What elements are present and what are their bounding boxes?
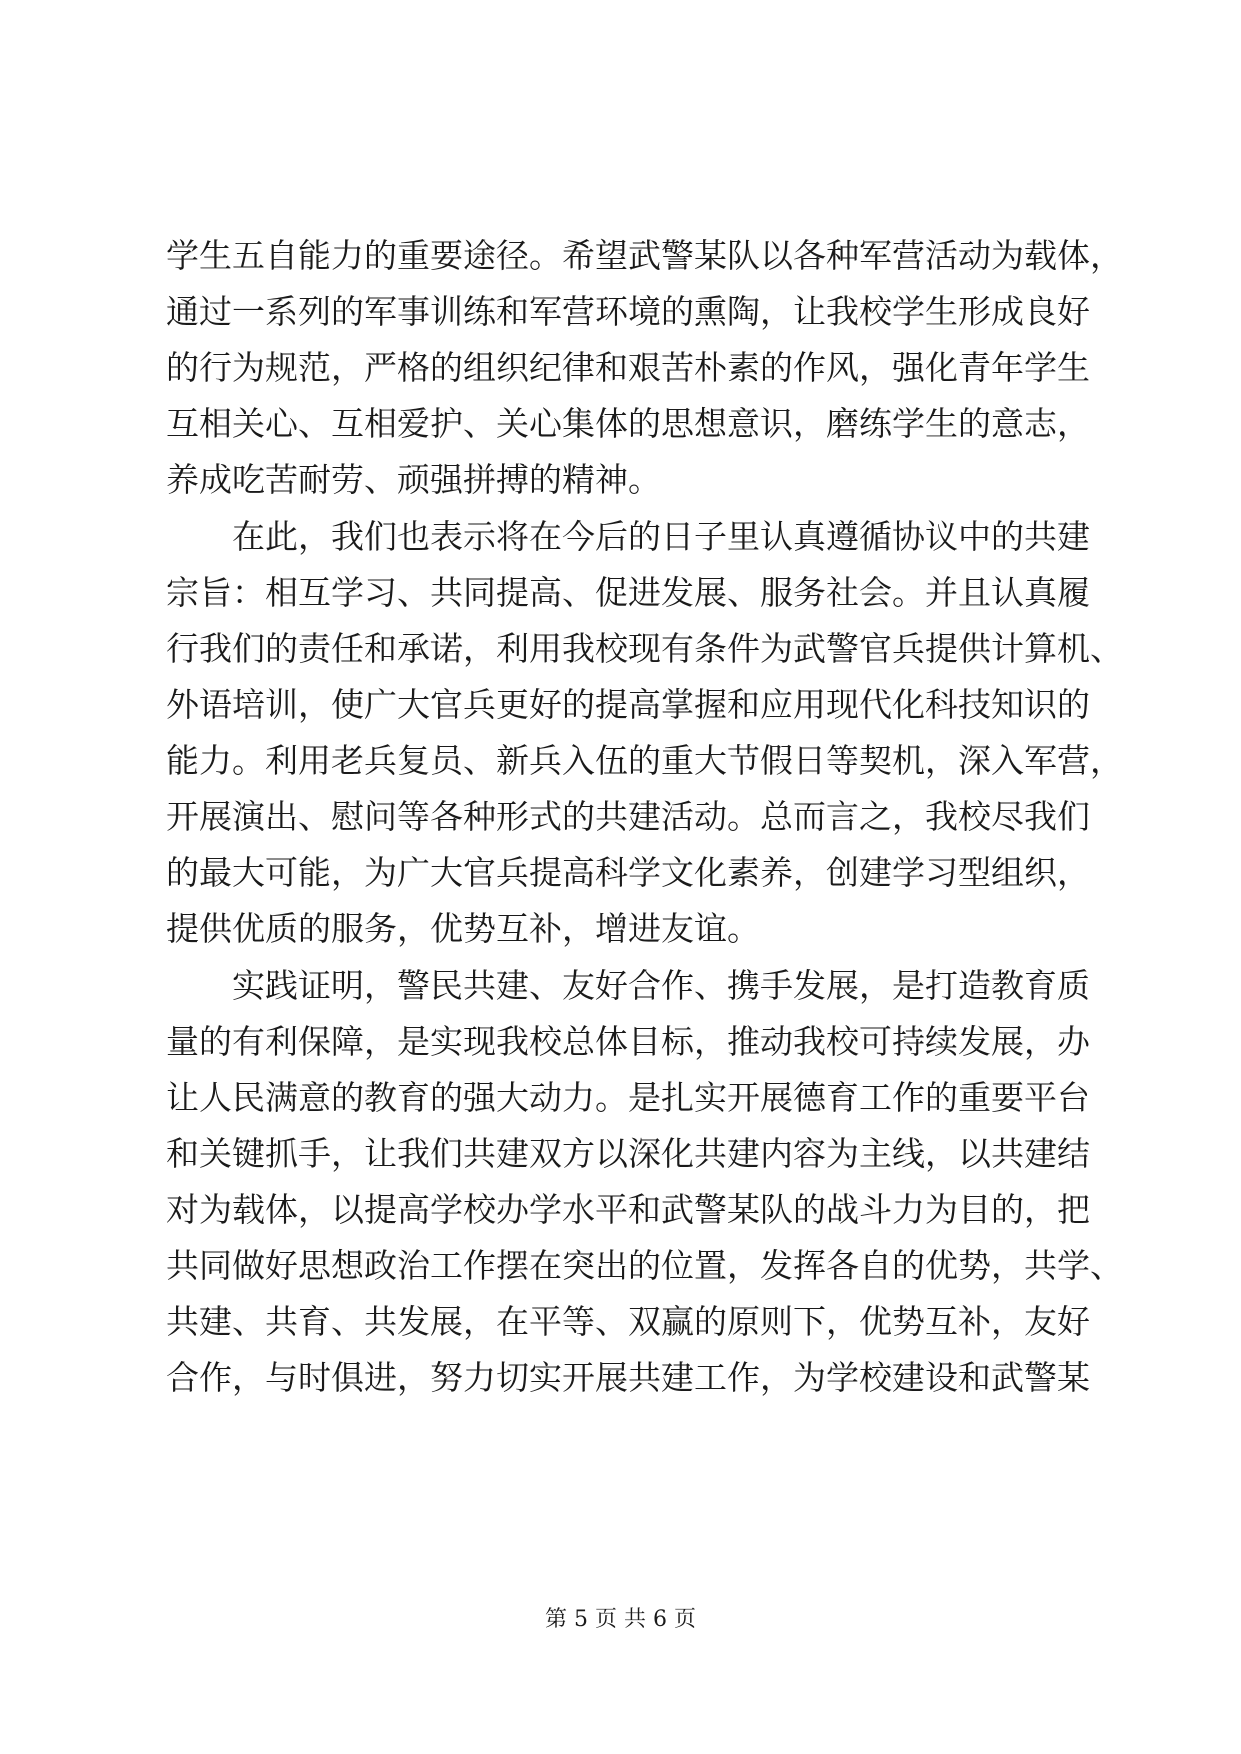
- paragraph-2-line-8: 提供优质的服务，优势互补，增进友谊。: [166, 909, 760, 948]
- paragraph-1-line-2: 通过一系列的军事训练和军营环境的熏陶，让我校学生形成良好: [166, 292, 1090, 331]
- paragraph-1-line-4: 互相关心、互相爱护、关心集体的思想意识，磨练学生的意志，: [166, 404, 1090, 443]
- paragraph-2-line-1: 在此，我们也表示将在今后的日子里认真遵循协议中的共建: [232, 517, 1090, 556]
- paragraph-3-line-5: 对为载体，以提高学校办学水平和武警某队的战斗力为目的，把: [166, 1190, 1090, 1229]
- paragraph-3-line-4: 和关键抓手，让我们共建双方以深化共建内容为主线，以共建结: [166, 1134, 1090, 1173]
- paragraph-3-line-3: 让人民满意的教育的强大动力。是扎实开展德育工作的重要平台: [166, 1078, 1090, 1117]
- paragraph-3-line-2: 量的有利保障，是实现我校总体目标，推动我校可持续发展，办: [166, 1022, 1090, 1061]
- paragraph-2-line-5: 能力。利用老兵复员、新兵入伍的重大节假日等契机，深入军营，: [166, 741, 1123, 780]
- paragraph-3-line-7: 共建、共育、共发展，在平等、双赢的原则下，优势互补，友好: [166, 1302, 1090, 1341]
- paragraph-3-line-8: 合作，与时俱进，努力切实开展共建工作，为学校建设和武警某: [166, 1358, 1090, 1397]
- paragraph-2-line-7: 的最大可能，为广大官兵提高科学文化素养，创建学习型组织，: [166, 853, 1090, 892]
- paragraph-3-line-6: 共同做好思想政治工作摆在突出的位置，发挥各自的优势，共学、: [166, 1246, 1123, 1285]
- paragraph-2-line-2: 宗旨：相互学习、共同提高、促进发展、服务社会。并且认真履: [166, 573, 1090, 612]
- paragraph-3-line-1: 实践证明，警民共建、友好合作、携手发展，是打造教育质: [232, 966, 1090, 1005]
- page-number-footer: 第 5 页 共 6 页: [545, 1607, 696, 1632]
- paragraph-2-line-3: 行我们的责任和承诺，利用我校现有条件为武警官兵提供计算机、: [166, 629, 1123, 668]
- paragraph-2-line-4: 外语培训，使广大官兵更好的提高掌握和应用现代化科技知识的: [166, 685, 1090, 724]
- paragraph-1-line-1: 学生五自能力的重要途径。希望武警某队以各种军营活动为载体，: [166, 236, 1123, 275]
- paragraph-2-line-6: 开展演出、慰问等各种形式的共建活动。总而言之，我校尽我们: [166, 797, 1090, 836]
- paragraph-1-line-3: 的行为规范，严格的组织纪律和艰苦朴素的作风，强化青年学生: [166, 348, 1090, 387]
- paragraph-1-line-5: 养成吃苦耐劳、顽强拼搏的精神。: [166, 460, 661, 499]
